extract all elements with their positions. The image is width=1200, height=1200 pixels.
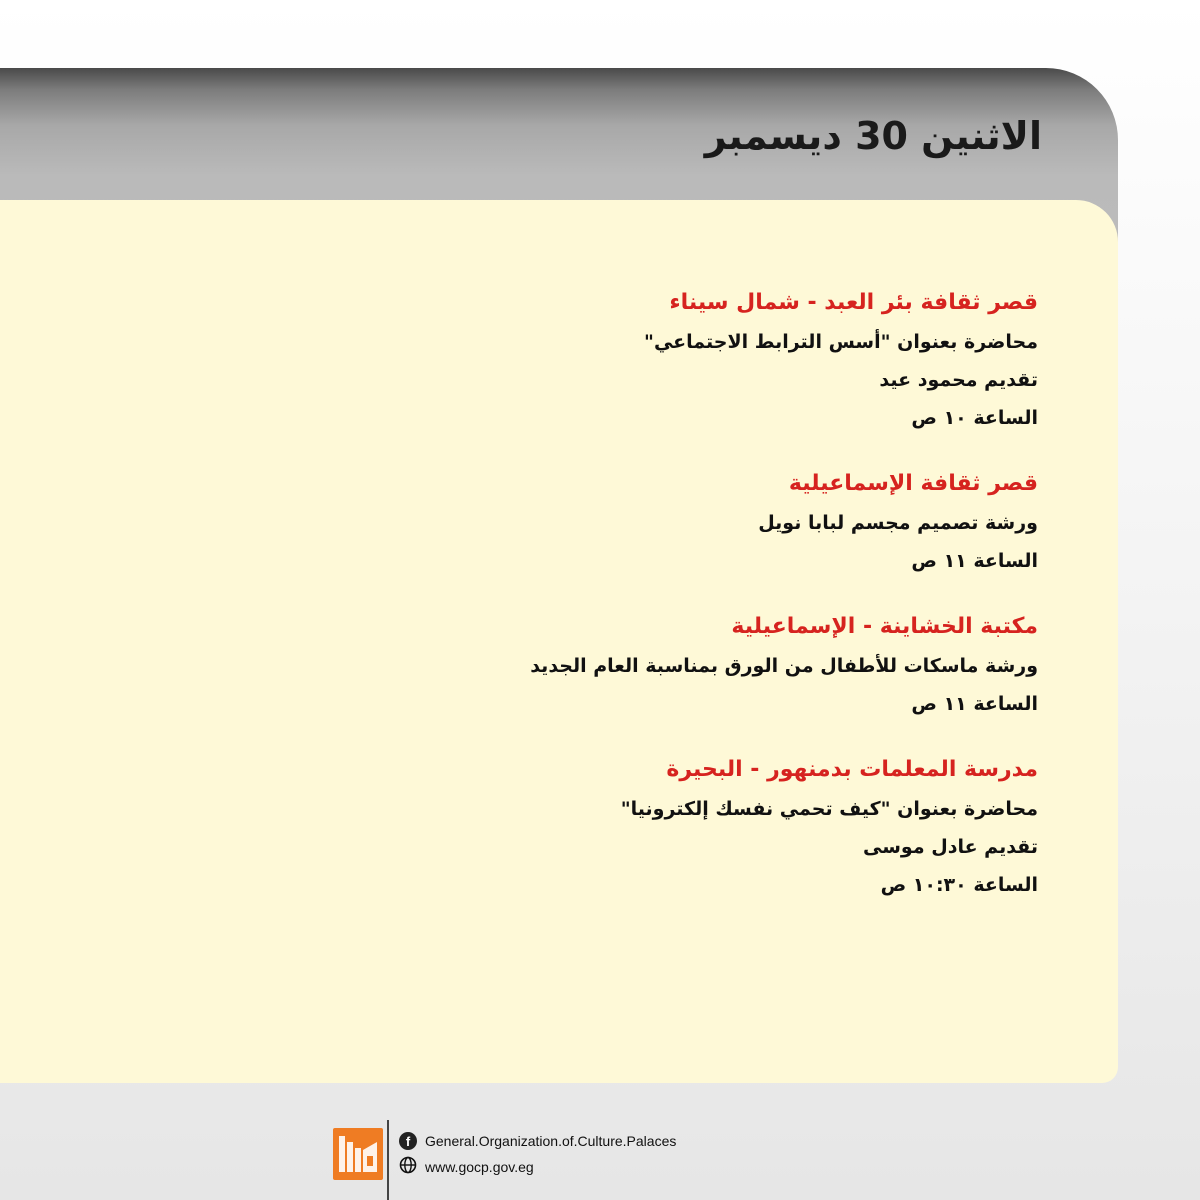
event-detail: محاضرة بعنوان "أسس الترابط الاجتماعي": [644, 331, 1038, 353]
website-row[interactable]: [399, 1156, 534, 1177]
page-title: الاثنين 30 ديسمبر: [704, 114, 1042, 158]
footer-divider: [387, 1120, 389, 1200]
event-item: [338, 750, 1038, 904]
event-time: الساعة ١٠:٣٠ ص: [880, 874, 1038, 896]
event-time: الساعة ١١ ص: [911, 693, 1038, 715]
event-item: [338, 283, 1038, 437]
event-detail: تقديم محمود عيد: [879, 369, 1038, 391]
facebook-text[interactable]: General.Organization.of.Culture.Palaces: [425, 1133, 677, 1149]
event-detail: ورشة تصميم مجسم لبابا نويل: [758, 512, 1038, 534]
event-item: [338, 607, 1038, 723]
event-time: الساعة ١٠ ص: [911, 407, 1038, 429]
event-venue: مكتبة الخشاينة - الإسماعيلية: [731, 614, 1038, 639]
event-detail: محاضرة بعنوان "كيف تحمي نفسك إلكترونيا": [620, 798, 1038, 820]
event-time: الساعة ١١ ص: [911, 550, 1038, 572]
event-detail: ورشة ماسكات للأطفال من الورق بمناسبة العام الجديد: [530, 655, 1038, 677]
event-item: [338, 464, 1038, 580]
event-venue: مدرسة المعلمات بدمنهور - البحيرة: [666, 757, 1038, 782]
facebook-icon: f: [399, 1132, 417, 1150]
events-list: [338, 283, 1038, 931]
globe-icon: [399, 1156, 417, 1177]
website-link[interactable]: www.gocp.gov.eg: [425, 1158, 534, 1175]
event-venue: قصر ثقافة الإسماعيلية: [788, 471, 1038, 496]
organization-logo: [333, 1128, 383, 1180]
footer: [0, 1120, 1200, 1200]
event-detail: تقديم عادل موسى: [863, 836, 1038, 858]
facebook-row[interactable]: [399, 1132, 676, 1150]
event-venue: قصر ثقافة بئر العبد - شمال سيناء: [669, 290, 1038, 315]
